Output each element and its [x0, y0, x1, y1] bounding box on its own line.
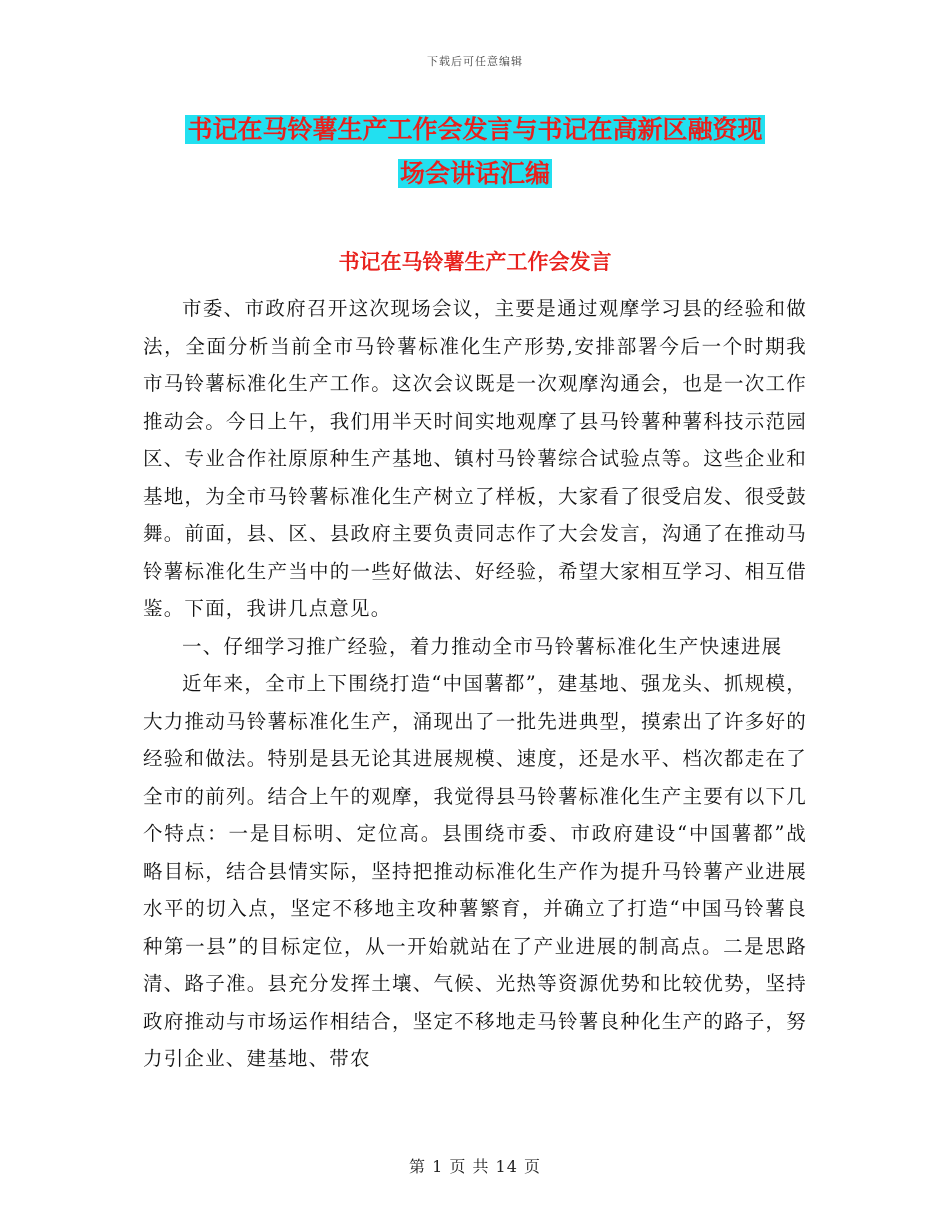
document-title — [90, 108, 860, 196]
paragraph-heading: 一、仔细学习推广经验，着力推动全市马铃薯标准化生产快速进展 — [182, 634, 783, 658]
header-note: 下载后可任意编辑 — [427, 55, 523, 68]
document-title-line1: 书记在马铃薯生产工作会发言与书记在高新区融资现 — [187, 115, 763, 144]
page-number: 第 1 页 共 14 页 — [409, 1157, 541, 1176]
paragraph: 市委、市政府召开这次现场会议，主要是通过观摩学习县的经验和做法，全面分析当前全市马铃薯标准化生产形势,安排部署今后一个时期我市马铃薯标准化生产工作。这次会议既是一次观摩沟通会，也是一次工作推动会。今日上午，我们用半天时间实地观摩了县马铃薯种薯科技示范园区、专业合作社原原种生产基地、镇村马铃薯综合试验点等。这些企业和基地，为全市马铃薯标准化生产树立了样板，大家看了很受启发、很受鼓舞。前面，县、区、县政府主要负责同志作了大会发言，沟通了在推动马铃薯标准化生产当中的一些好做法、好经验，希望大家相互学习、相互借鉴。下面，我讲几点意见。 — [143, 297, 807, 620]
paragraph: 近年来，全市上下围绕打造“中国薯都”，建基地、强龙头、抓规模，大力推动马铃薯标准化生产，涌现出了一批先进典型，摸索出了许多好的经验和做法。特别是县无论其进展规模、速度，还是水平、档次都走在了全市的前列。结合上午的观摩，我觉得县马铃薯标准化生产主要有以下几个特点：一是目标明、定位高。县围绕市委、市政府建设“中国薯都”战略目标，结合县情实际，坚持把推动标准化生产作为提升马铃薯产业进展水平的切入点，坚定不移地主攻种薯繁育，并确立了打造“中国马铃薯良种第一县”的目标定位，从一开始就站在了产业进展的制高点。二是思路清、路子准。县充分发挥土壤、气候、光热等资源优势和比较优势，坚持政府推动与市场运作相结合，坚定不移地走马铃薯良种化生产的路子，努力引企业、建基地、带农 — [143, 672, 807, 1070]
section-title: 书记在马铃薯生产工作会发言 — [338, 249, 612, 274]
document-title-line2: 场会讲话汇编 — [399, 159, 550, 188]
body-text — [143, 290, 807, 1078]
